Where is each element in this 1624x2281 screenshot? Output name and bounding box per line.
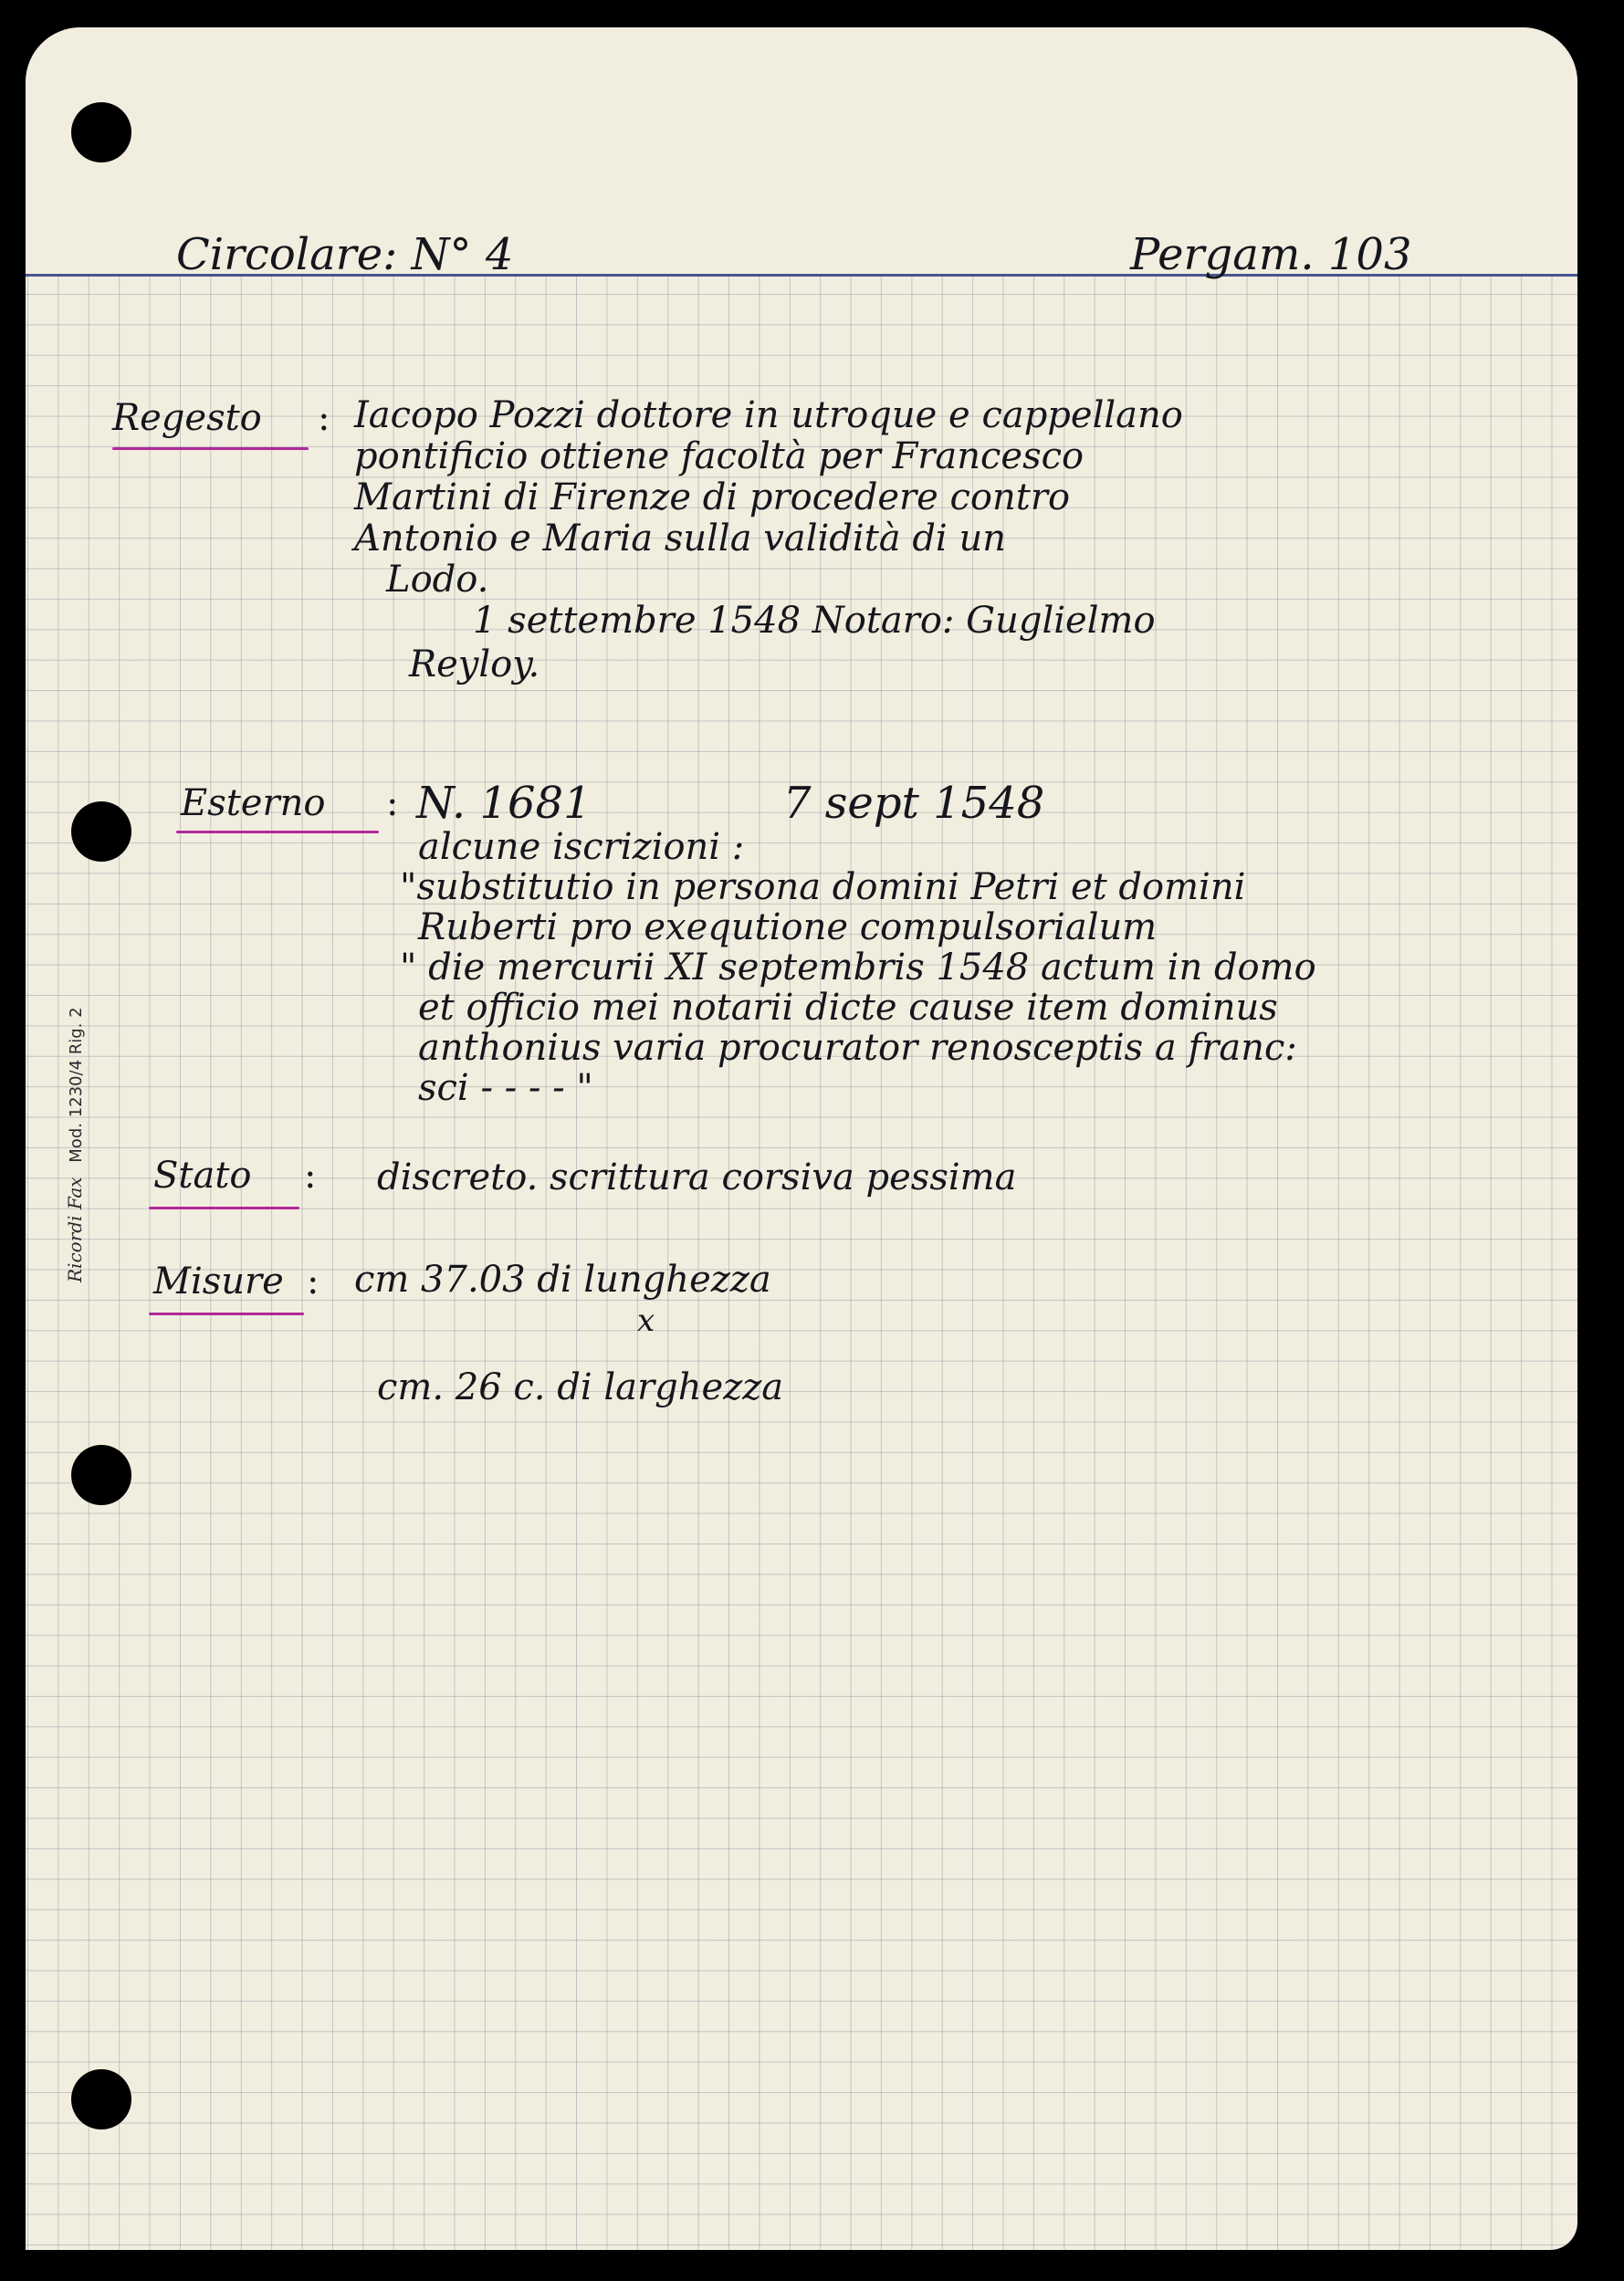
punch-hole xyxy=(71,801,131,862)
pergamena-number: Pergam. 103 xyxy=(1130,229,1412,280)
printer-brand: Ricordi Fax xyxy=(64,1177,86,1282)
regesto-label: Regesto xyxy=(112,397,262,439)
label-colon: : xyxy=(386,782,399,824)
misure-underline xyxy=(149,1313,304,1315)
misure-length: cm 37.03 di lunghezza xyxy=(354,1259,771,1301)
misure-width: cm. 26 c. di larghezza xyxy=(377,1366,784,1408)
regesto-line: Iacopo Pozzi dottore in utroque e cappellano xyxy=(354,394,1183,436)
archive-card xyxy=(26,27,1577,2250)
regesto-underline xyxy=(112,447,309,450)
stato-underline xyxy=(149,1207,299,1209)
label-colon: : xyxy=(318,397,330,439)
esterno-line: " die mercurii XI septembris 1548 actum in domo xyxy=(400,947,1316,989)
esterno-line: et officio mei notarii dicte cause item dominus xyxy=(418,987,1278,1029)
regesto-line: Martini di Firenze di procedere contro xyxy=(354,476,1071,518)
regesto-line: Antonio e Maria sulla validità di un xyxy=(354,518,1006,560)
punch-hole xyxy=(71,2069,131,2129)
stato-label: Stato xyxy=(153,1155,252,1197)
circolare-number: Circolare: N° 4 xyxy=(176,229,514,280)
esterno-line: anthonius varia procurator renosceptis a franc: xyxy=(418,1027,1297,1069)
misure-label: Misure xyxy=(153,1261,284,1303)
regesto-line: pontificio ottiene facoltà per Francesco xyxy=(354,435,1084,477)
esterno-reference: N. 1681 xyxy=(416,778,592,829)
misure-cross: x xyxy=(637,1303,655,1339)
label-colon: : xyxy=(307,1261,320,1303)
printer-mark xyxy=(64,1007,86,1282)
esterno-line: Ruberti pro exequtione compulsorialum xyxy=(418,906,1158,948)
stato-text: discreto. scrittura corsiva pessima xyxy=(377,1156,1017,1198)
esterno-underline xyxy=(176,831,379,833)
regesto-line: Lodo. xyxy=(386,559,489,601)
esterno-label: Esterno xyxy=(181,782,326,824)
esterno-line: sci - - - - " xyxy=(418,1067,593,1109)
printer-model: Mod. 1230/4 Rig. 2 xyxy=(67,1007,86,1163)
esterno-line: alcune iscrizioni : xyxy=(418,826,745,868)
regesto-line: 1 settembre 1548 Notaro: Guglielmo xyxy=(473,600,1156,642)
esterno-date: 7 sept 1548 xyxy=(783,778,1045,829)
label-colon: : xyxy=(304,1155,317,1197)
punch-hole xyxy=(71,102,131,162)
regesto-line: Reyloy. xyxy=(409,643,540,685)
esterno-line: "substitutio in persona domini Petri et domini xyxy=(400,866,1246,908)
punch-hole xyxy=(71,1445,131,1505)
